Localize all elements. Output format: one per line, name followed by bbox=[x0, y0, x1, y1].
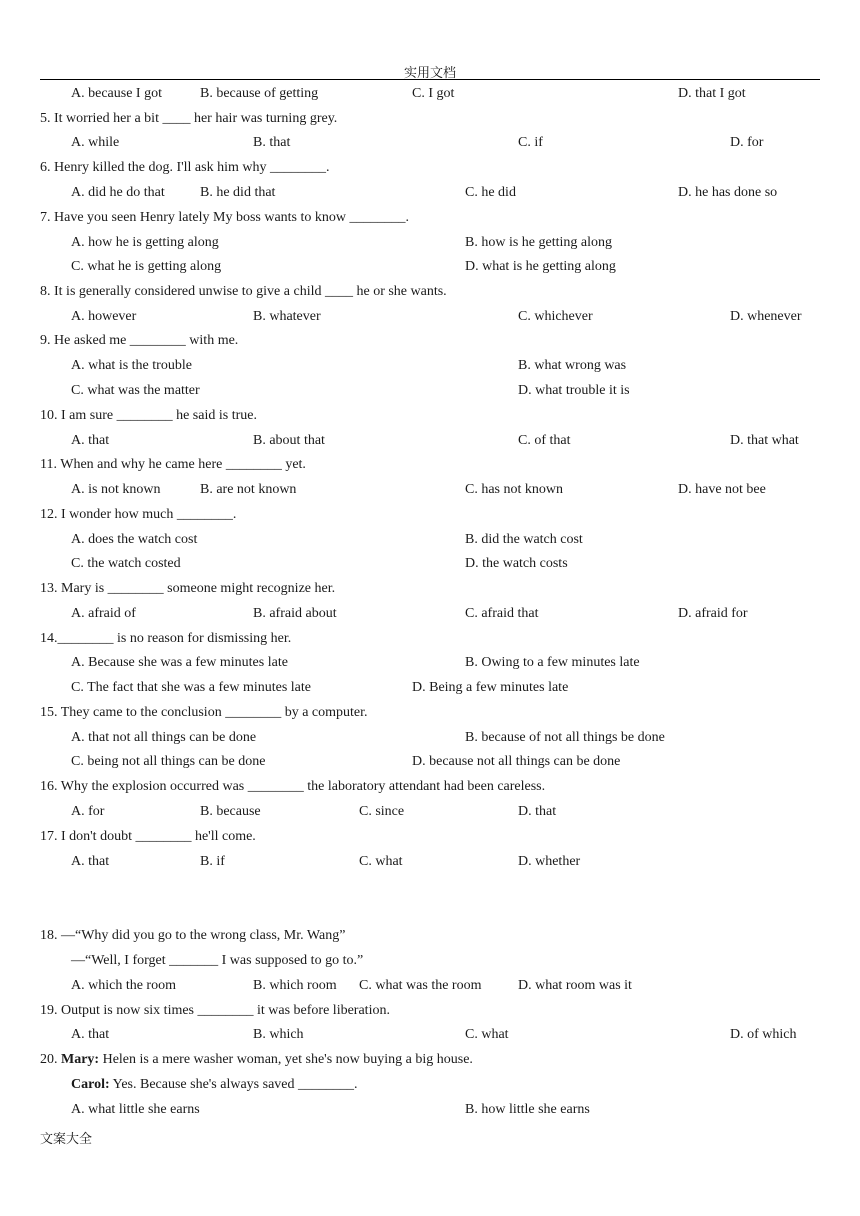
q19-option-a: A. that bbox=[71, 1027, 110, 1042]
q8-option-d: D. whenever bbox=[730, 309, 802, 324]
q4-options bbox=[40, 84, 820, 104]
q11-option-a: A. is not known bbox=[71, 482, 161, 497]
q20-line-mary: Helen is a mere washer woman, yet she's now buying a big house. bbox=[99, 1052, 473, 1067]
q14-option-a: A. Because she was a few minutes late bbox=[71, 655, 288, 670]
q18-option-d: D. what room was it bbox=[518, 978, 632, 993]
q13-option-d: D. afraid for bbox=[678, 606, 748, 621]
q6-option-b: B. he did that bbox=[200, 185, 276, 200]
q9-options-row2 bbox=[40, 381, 820, 401]
q20-options bbox=[40, 1100, 820, 1120]
q16-option-a: A. for bbox=[71, 804, 105, 819]
q20-stem bbox=[40, 1050, 820, 1070]
q5-option-a: A. while bbox=[71, 135, 120, 150]
q15-stem: 15. They came to the conclusion ________ by a computer. bbox=[40, 705, 368, 720]
q11-options bbox=[40, 480, 820, 500]
q18-options bbox=[40, 976, 820, 996]
q5-options bbox=[40, 133, 820, 153]
q5-stem: 5. It worried her a bit ____ her hair was turning grey. bbox=[40, 111, 338, 126]
q20-reply bbox=[40, 1075, 820, 1095]
q12-option-a: A. does the watch cost bbox=[71, 532, 198, 547]
q7-option-b: B. how is he getting along bbox=[465, 235, 612, 250]
q18-reply-text: —“Well, I forget _______ I was supposed to go to.” bbox=[71, 953, 364, 968]
q9-option-b: B. what wrong was bbox=[518, 358, 627, 373]
q17-stem: 17. I don't doubt ________ he'll come. bbox=[40, 829, 256, 844]
q20-reply-text bbox=[71, 1075, 358, 1095]
q9-stem: 9. He asked me ________ with me. bbox=[40, 333, 239, 348]
q13-option-b: B. afraid about bbox=[253, 606, 337, 621]
q12-stem: 12. I wonder how much ________. bbox=[40, 507, 237, 522]
q8-option-c: C. whichever bbox=[518, 309, 593, 324]
q18-option-a: A. which the room bbox=[71, 978, 176, 993]
q12-options-row2 bbox=[40, 554, 820, 574]
q4-option-c: C. I got bbox=[412, 86, 455, 101]
page-header: 实用文档 bbox=[403, 65, 456, 80]
q10-stem: 10. I am sure ________ he said is true. bbox=[40, 408, 257, 423]
q12-option-d: D. the watch costs bbox=[465, 556, 568, 571]
q6-option-c: C. he did bbox=[465, 185, 516, 200]
q18-option-c: C. what was the room bbox=[359, 978, 482, 993]
q15-option-a: A. that not all things can be done bbox=[71, 730, 257, 745]
q9-options-row1 bbox=[40, 356, 820, 376]
q17-option-b: B. if bbox=[200, 854, 225, 869]
q11-option-d: D. have not bee bbox=[678, 482, 766, 497]
q10-option-d: D. that what bbox=[730, 433, 799, 448]
q14-options-row2 bbox=[40, 678, 820, 698]
q18-stem-reply bbox=[40, 951, 820, 971]
q15-options-row1 bbox=[40, 728, 820, 748]
q14-option-b: B. Owing to a few minutes late bbox=[465, 655, 640, 670]
q11-option-b: B. are not known bbox=[200, 482, 297, 497]
q17-options bbox=[40, 852, 820, 872]
q5-option-d: D. for bbox=[730, 135, 764, 150]
q12-option-c: C. the watch costed bbox=[71, 556, 181, 571]
q12-option-b: B. did the watch cost bbox=[465, 532, 583, 547]
q7-stem: 7. Have you seen Henry lately My boss wants to know ________. bbox=[40, 210, 410, 225]
q15-option-b: B. because of not all things be done bbox=[465, 730, 665, 745]
q8-option-a: A. however bbox=[71, 309, 137, 324]
q6-stem: 6. Henry killed the dog. I'll ask him why ________. bbox=[40, 160, 330, 175]
q19-option-c: C. what bbox=[465, 1027, 509, 1042]
q5-option-b: B. that bbox=[253, 135, 291, 150]
q17-option-d: D. whether bbox=[518, 854, 581, 869]
q14-option-d: D. Being a few minutes late bbox=[412, 680, 569, 695]
q10-option-c: C. of that bbox=[518, 433, 571, 448]
q17-option-a: A. that bbox=[71, 854, 110, 869]
q16-option-d: D. that bbox=[518, 804, 557, 819]
q10-option-a: A. that bbox=[71, 433, 110, 448]
q14-options-row1 bbox=[40, 653, 820, 673]
q15-option-d: D. because not all things can be done bbox=[412, 754, 621, 769]
page-footer: 文案大全 bbox=[40, 1131, 93, 1146]
q13-option-a: A. afraid of bbox=[71, 606, 136, 621]
q4-option-d: D. that I got bbox=[678, 86, 746, 101]
q7-options-row1 bbox=[40, 233, 820, 253]
q11-option-c: C. has not known bbox=[465, 482, 563, 497]
q9-option-c: C. what was the matter bbox=[71, 383, 200, 398]
q13-options bbox=[40, 604, 820, 624]
q9-option-a: A. what is the trouble bbox=[71, 358, 192, 373]
q20-line-carol: Yes. Because she's always saved ________. bbox=[109, 1077, 358, 1092]
q7-option-a: A. how he is getting along bbox=[71, 235, 219, 250]
q7-option-d: D. what is he getting along bbox=[465, 259, 616, 274]
q20-option-b: B. how little she earns bbox=[465, 1102, 590, 1117]
q7-options-row2 bbox=[40, 257, 820, 277]
q11-stem: 11. When and why he came here ________ yet. bbox=[40, 457, 306, 472]
q8-options bbox=[40, 307, 820, 327]
q17-option-c: C. what bbox=[359, 854, 403, 869]
q18-option-b: B. which room bbox=[253, 978, 337, 993]
q13-option-c: C. afraid that bbox=[465, 606, 539, 621]
q9-option-d: D. what trouble it is bbox=[518, 383, 630, 398]
q7-option-c: C. what he is getting along bbox=[71, 259, 222, 274]
q4-option-a: A. because I got bbox=[71, 86, 162, 101]
q6-option-a: A. did he do that bbox=[71, 185, 165, 200]
q16-stem: 16. Why the explosion occurred was ________ the laboratory attendant had been careless. bbox=[40, 779, 546, 794]
q19-stem: 19. Output is now six times ________ it was before liberation. bbox=[40, 1003, 390, 1018]
q13-stem: 13. Mary is ________ someone might recognize her. bbox=[40, 581, 336, 596]
q10-option-b: B. about that bbox=[253, 433, 325, 448]
header-rule bbox=[40, 79, 820, 80]
q6-option-d: D. he has done so bbox=[678, 185, 778, 200]
q12-options-row1 bbox=[40, 530, 820, 550]
q16-options bbox=[40, 802, 820, 822]
q20-option-a: A. what little she earns bbox=[71, 1102, 200, 1117]
q18-stem: 18. —“Why did you go to the wrong class, Mr. Wang” bbox=[40, 928, 346, 943]
q19-option-b: B. which bbox=[253, 1027, 304, 1042]
q8-option-b: B. whatever bbox=[253, 309, 321, 324]
q19-option-d: D. of which bbox=[730, 1027, 797, 1042]
q8-stem: 8. It is generally considered unwise to give a child ____ he or she wants. bbox=[40, 284, 447, 299]
q4-option-b: B. because of getting bbox=[200, 86, 319, 101]
q19-options bbox=[40, 1025, 820, 1045]
q16-option-c: C. since bbox=[359, 804, 405, 819]
q14-stem: 14.________ is no reason for dismissing her. bbox=[40, 631, 292, 646]
q20-speaker-carol: Carol: bbox=[71, 1077, 110, 1092]
q6-options bbox=[40, 183, 820, 203]
q15-option-c: C. being not all things can be done bbox=[71, 754, 266, 769]
q14-option-c: C. The fact that she was a few minutes late bbox=[71, 680, 311, 695]
q15-options-row2 bbox=[40, 752, 820, 772]
q20-number: 20. bbox=[40, 1052, 61, 1067]
q20-speaker-mary: Mary: bbox=[61, 1052, 100, 1067]
q10-options bbox=[40, 431, 820, 451]
q16-option-b: B. because bbox=[200, 804, 261, 819]
q5-option-c: C. if bbox=[518, 135, 543, 150]
